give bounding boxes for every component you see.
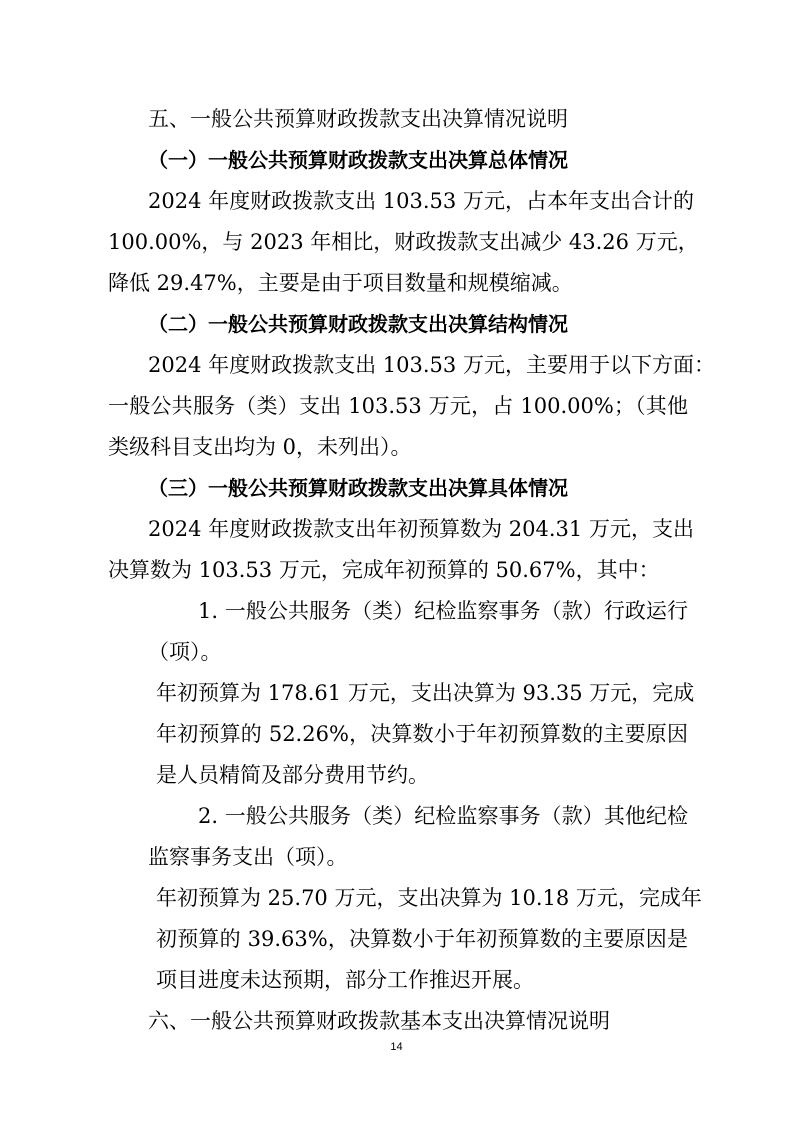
- section-6-heading: 六、一般公共预算财政拨款基本支出决算情况说明: [148, 1009, 610, 1033]
- paragraph-line: 决算数为 103.53 万元，完成年初预算的 50.67%，其中：: [108, 558, 660, 582]
- item-1-body-line: 年初预算为 178.61 万元，支出决算为 93.35 万元，完成: [156, 681, 695, 705]
- paragraph-line: 100.00%，与 2023 年相比，财政拨款支出减少 43.26 万元，: [108, 230, 699, 254]
- item-2-heading: 2. 一般公共服务（类）纪检监察事务（款）其他纪检: [198, 804, 688, 828]
- paragraph-line: 2024 年度财政拨款支出 103.53 万元，占本年支出合计的: [148, 189, 694, 213]
- paragraph-line: 一般公共服务（类）支出 103.53 万元，占 100.00%；（其他: [108, 394, 688, 418]
- item-1-heading-cont: （项）。: [148, 640, 222, 664]
- paragraph-line: 2024 年度财政拨款支出 103.53 万元，主要用于以下方面：: [148, 353, 715, 377]
- page-number: 14: [390, 1041, 403, 1053]
- item-1-heading: 1. 一般公共服务（类）纪检监察事务（款）行政运行: [198, 599, 688, 623]
- item-2-body-line: 年初预算为 25.70 万元，支出决算为 10.18 万元，完成年: [156, 886, 702, 910]
- item-2-heading-cont: 监察事务支出（项）。: [148, 845, 348, 869]
- subsection-2-heading: （二）一般公共预算财政拨款支出决算结构情况: [148, 312, 568, 336]
- item-1-body-line: 年初预算的 52.26%，决算数小于年初预算数的主要原因: [156, 722, 688, 746]
- subsection-3-heading: （三）一般公共预算财政拨款支出决算具体情况: [148, 476, 568, 500]
- section-5-heading: 五、一般公共预算财政拨款支出决算情况说明: [148, 107, 568, 131]
- paragraph-line: 降低 29.47%，主要是由于项目数量和规模缩减。: [108, 271, 573, 295]
- item-1-body-line: 是人员精简及部分费用节约。: [156, 763, 429, 787]
- subsection-1-heading: （一）一般公共预算财政拨款支出决算总体情况: [148, 148, 568, 172]
- paragraph-line: 2024 年度财政拨款支出年初预算数为 204.31 万元，支出: [148, 517, 694, 541]
- paragraph-line: 类级科目支出均为 0，未列出）。: [108, 435, 412, 459]
- item-2-body-line: 初预算的 39.63%，决算数小于年初预算数的主要原因是: [156, 927, 688, 951]
- item-2-body-line: 项目进度未达预期，部分工作推迟开展。: [156, 968, 534, 992]
